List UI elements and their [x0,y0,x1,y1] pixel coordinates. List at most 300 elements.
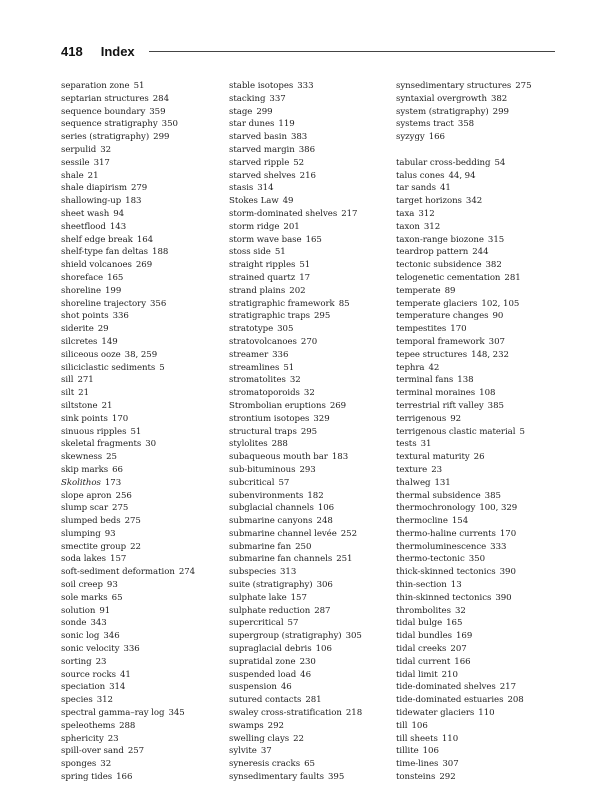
index-pages: 217 [499,682,516,693]
index-pages: 166 [116,772,133,783]
index-term: suspended load [229,669,297,680]
index-pages: 173 [104,477,122,488]
index-pages: 299 [492,106,509,117]
index-term: subcritical [229,477,275,488]
index-pages: 31 [420,439,432,450]
index-entry [61,349,221,362]
index-pages: 385 [487,400,504,411]
index-pages: 54 [494,157,506,168]
index-entry [229,400,389,413]
index-pages: 257 [127,746,145,757]
index-term: streamlines [229,362,280,373]
index-entry [396,617,566,630]
index-term: sheetflood [61,221,106,232]
index-term: tidal bundles [396,631,452,642]
index-term: shallowing-up [61,196,122,207]
index-pages: 65 [111,592,123,603]
index-pages: 345 [168,708,185,719]
index-term: tide-dominated shelves [396,682,496,693]
index-entry [229,298,389,311]
index-pages: 17 [299,272,311,283]
index-pages: 110 [441,733,459,744]
index-entry [229,707,389,720]
index-entry [229,553,389,566]
index-pages: 201 [283,221,300,232]
index-entry [229,221,389,234]
index-pages: 218 [345,708,363,719]
index-pages: 106 [315,644,332,655]
index-term: temperate [396,285,441,296]
index-term: species [61,695,93,706]
index-term: starved basin [229,132,287,143]
index-term: supergroup (stratigraphy) [229,631,342,642]
index-entry [61,515,221,528]
index-pages: 346 [103,631,120,642]
index-pages: 350 [161,119,178,130]
index-entry [229,106,389,119]
index-entry [61,80,221,93]
index-entry [396,490,566,503]
index-pages: 92 [450,413,462,424]
index-term: subenvironments [229,490,304,501]
index-term: strained quartz [229,272,296,283]
index-term: siderite [61,324,94,335]
index-pages: 305 [345,631,362,642]
index-entry [61,426,221,439]
index-term: skewness [61,452,103,463]
index-pages: 336 [123,644,140,655]
index-term: shale diapirism [61,183,127,194]
index-term: shoreline [61,285,101,296]
index-entry [396,413,566,426]
index-pages: 299 [153,132,170,143]
index-term: stasis [229,183,254,194]
index-term: slope apron [61,490,112,501]
index-entry [396,234,566,247]
index-term: spring tides [61,772,113,783]
index-entry [61,221,221,234]
index-entry [396,272,566,285]
index-pages: 182 [307,490,324,501]
index-entry [396,374,566,387]
index-pages: 66 [112,464,123,475]
index-entry [61,681,221,694]
index-entry [229,758,389,771]
index-entry [229,285,389,298]
index-entry [229,605,389,618]
index-term: swaley cross-stratification [229,708,342,719]
index-pages: 57 [278,477,290,488]
index-term: sink points [61,413,108,424]
index-pages: 26 [473,452,485,463]
index-pages: 350 [468,554,486,565]
index-term: star dunes [229,119,275,130]
index-pages: 21 [101,400,113,411]
index-term: submarine canyons [229,516,313,527]
index-term: stylolites [229,439,268,450]
index-entry [61,400,221,413]
index-pages: 312 [418,208,435,219]
index-pages: 166 [428,132,445,143]
index-pages: 385 [484,490,501,501]
index-entry [61,617,221,630]
index-entry [229,387,389,400]
index-term: teardrop pattern [396,247,469,258]
index-entry [61,451,221,464]
index-entry [396,707,566,720]
index-entry [61,310,221,323]
index-entry [396,694,566,707]
index-term: till sheets [396,733,438,744]
index-entry [229,234,389,247]
index-pages: 333 [297,81,314,91]
index-entry [61,464,221,477]
index-pages: 51 [274,247,286,258]
index-pages: 292 [267,720,284,731]
index-entry [61,528,221,541]
index-entry [396,157,566,170]
index-pages: 314 [109,682,126,693]
index-pages: 329 [313,413,330,424]
index-entry [61,630,221,643]
index-term: thrombolites [396,605,451,616]
index-term: target horizons [396,196,462,207]
index-pages: 32 [289,375,301,386]
index-term: terrigenous [396,413,447,424]
index-pages: 208 [507,695,524,706]
index-entry [396,553,566,566]
index-column-2 [229,80,389,784]
index-entry [229,733,389,746]
index-entry [396,605,566,618]
page-number: 418 [61,43,83,59]
index-entry [396,93,566,106]
index-column-1 [61,80,221,784]
index-term: starved shelves [229,170,296,181]
index-pages: 305 [277,324,294,335]
index-pages: 207 [450,644,467,655]
index-pages: 119 [278,119,295,130]
index-pages: 390 [499,567,516,578]
index-term: serpulid [61,144,97,155]
index-entry [396,592,566,605]
index-term: sponges [61,759,97,770]
index-pages: 93 [106,580,118,591]
index-pages: 65 [304,759,315,770]
index-pages: 248 [316,516,333,527]
index-pages: 23 [431,464,443,475]
index-pages: 317 [93,157,110,168]
index-entry [229,669,389,682]
index-term: supercritical [229,618,284,629]
index-pages: 89 [444,285,456,296]
index-term: thermo-haline currents [396,528,496,539]
index-pages: 102, 105 [481,298,520,309]
index-term: tectonic subsidence [396,260,482,271]
index-term: tidewater glaciers [396,708,475,719]
index-pages: 210 [441,669,458,680]
index-pages: 275 [515,81,532,91]
index-pages: 307 [488,336,505,347]
index-pages: 13 [450,580,462,591]
index-term: sole marks [61,592,108,603]
index-term: thin-skinned tectonics [396,592,492,603]
index-column-3 [396,80,566,784]
index-term: tonsteins [396,772,436,783]
index-entry [396,643,566,656]
index-pages: 23 [95,656,107,667]
index-term: tabular cross-bedding [396,157,491,168]
index-pages: 252 [340,528,358,539]
index-term: strontium isotopes [229,413,310,424]
index-entry [396,720,566,733]
index-term: shoreline trajectory [61,298,147,309]
index-entry [396,349,566,362]
index-pages: 165 [446,618,463,629]
index-entry [229,720,389,733]
index-pages: 44, 94 [448,170,476,181]
index-entry [229,336,389,349]
index-entry [396,131,566,144]
index-term: suspension [229,682,277,693]
index-pages: 359 [149,106,166,117]
index-pages: 315 [487,234,505,245]
index-entry [61,643,221,656]
index-entry [229,541,389,554]
index-pages: 22 [130,541,141,552]
index-entry [396,771,566,784]
index-entry [229,323,389,336]
index-pages: 274 [178,567,196,578]
index-pages: 216 [299,170,316,181]
index-entry [229,426,389,439]
index-pages: 275 [124,516,141,527]
index-term: spectral gamma–ray log [61,708,165,719]
index-pages: 269 [329,400,347,411]
index-pages: 157 [110,554,127,565]
index-entry [396,566,566,579]
index-term: slump scar [61,503,109,514]
index-term: tidal current [396,656,451,667]
index-term: texture [396,464,428,475]
index-pages: 85 [338,298,350,309]
index-term: storm wave base [229,234,302,245]
index-entry [396,630,566,643]
index-pages: 165 [107,272,124,283]
index-term: sonic velocity [61,644,120,655]
index-entry [61,605,221,618]
index-term: sessile [61,157,90,168]
index-entry [396,285,566,298]
index-entry [229,246,389,259]
index-entry [61,758,221,771]
index-pages: 52 [293,157,305,168]
index-entry [61,374,221,387]
index-entry [61,553,221,566]
index-term: terminal fans [396,375,454,386]
index-entry [61,477,221,490]
index-pages: 170 [450,324,467,335]
index-term: thick-skinned tectonics [396,567,496,578]
index-entry [396,528,566,541]
index-term: thermo-tectonic [396,554,465,565]
index-pages: 108 [479,388,496,399]
index-pages: 57 [287,618,299,629]
index-term: syzygy [396,132,425,143]
index-entry [61,720,221,733]
index-pages: 157 [290,592,307,603]
index-term: series (stratigraphy) [61,132,150,143]
index-pages: 183 [125,196,142,207]
index-pages: 41 [119,669,131,680]
index-term: taxon [396,221,420,232]
index-pages: 106 [411,720,428,731]
index-term: source rocks [61,669,116,680]
index-term: stromatolites [229,375,286,386]
index-entry [229,80,389,93]
index-entry [61,157,221,170]
index-pages: 32 [454,605,466,616]
index-pages: 29 [97,324,109,335]
index-term: subaqueous mouth bar [229,452,328,463]
index-entry [229,144,389,157]
index-term: syntaxial overgrowth [396,93,487,104]
index-entry [229,694,389,707]
index-term: storm ridge [229,221,280,232]
index-term: stage [229,106,253,117]
index-entry [61,336,221,349]
index-pages: 5 [159,362,165,373]
index-pages: 395 [328,772,345,783]
index-term: tidal bulge [396,618,443,629]
index-pages: 336 [112,311,129,322]
index-entry [396,221,566,234]
index-pages: 312 [423,221,441,232]
index-pages: 106 [422,746,439,757]
index-entry [229,157,389,170]
index-term: soft-sediment deformation [61,567,175,578]
index-term: silt [61,388,75,399]
index-entry [229,374,389,387]
index-entry [396,426,566,439]
index-entry [229,413,389,426]
index-entry [396,387,566,400]
index-entry [229,566,389,579]
index-entry [229,182,389,195]
index-pages: 295 [300,426,318,437]
index-term: swamps [229,720,264,731]
index-pages: 46 [300,669,311,680]
index-pages: 382 [490,93,508,104]
header-rule [149,51,555,52]
index-term: streamer [229,349,269,360]
index-term: soil creep [61,580,103,591]
index-entry [396,80,566,93]
index-term: stoss side [229,247,271,258]
index-pages: 281 [504,272,521,283]
index-term: supraglacial debris [229,644,312,655]
index-term: stratigraphic traps [229,311,311,322]
index-entry [61,234,221,247]
index-term: time-lines [396,759,439,770]
index-pages: 169 [455,631,473,642]
index-entry [229,272,389,285]
index-entry [229,208,389,221]
index-term: shoreface [61,272,104,283]
index-entry [396,502,566,515]
index-entry [229,617,389,630]
index-pages: 46 [280,682,292,693]
index-entry [229,93,389,106]
index-pages: 22 [293,733,304,744]
index-term: sphericity [61,733,104,744]
index-entry [396,758,566,771]
index-term: tidal creeks [396,644,447,655]
index-pages: 202 [289,285,306,296]
index-entry [61,771,221,784]
index-pages: 312 [96,695,113,706]
index-term: terrigenous clastic material [396,426,516,437]
index-pages: 164 [136,234,154,245]
index-term: Stokes Law [229,196,279,207]
index-entry [396,400,566,413]
index-pages: 183 [331,452,349,463]
index-term: swelling clays [229,733,290,744]
index-term: storm-dominated shelves [229,208,338,219]
index-term: structural traps [229,426,297,437]
index-term: speciation [61,682,106,693]
index-term: skeletal fragments [61,439,142,450]
index-entry [229,515,389,528]
index-pages: 230 [299,656,316,667]
index-term: sulphate lake [229,592,287,603]
index-pages: 336 [272,349,289,360]
index-pages: 51 [299,260,311,271]
index-term: slumped beds [61,516,121,527]
index-term: sinuous ripples [61,426,127,437]
index-entry [229,771,389,784]
index-pages: 358 [457,119,475,130]
index-term: till [396,720,408,731]
index-term: skip marks [61,464,109,475]
index-entry [61,298,221,311]
index-pages: 337 [269,93,286,104]
index-entry [396,464,566,477]
index-pages: 149 [101,336,118,347]
index-term: siliciclastic sediments [61,362,156,373]
index-entry [396,323,566,336]
index-pages: 269 [135,260,153,271]
index-pages: 100, 329 [479,503,518,514]
index-term: synsedimentary structures [396,81,512,91]
index-entry [229,259,389,272]
index-term: sonic log [61,631,100,642]
index-entry [61,669,221,682]
index-term: sub-bituminous [229,464,296,475]
index-pages: 32 [303,388,315,399]
index-term: tar sands [396,183,436,194]
index-entry [396,579,566,592]
index-pages: 110 [478,708,495,719]
index-pages: 21 [87,170,99,181]
index-pages: 91 [99,605,111,616]
index-term: systems tract [396,119,454,130]
index-pages: 288 [119,720,136,731]
index-term: thermal subsidence [396,490,481,501]
index-entry [61,438,221,451]
index-term: sulphate reduction [229,605,311,616]
index-entry [61,285,221,298]
